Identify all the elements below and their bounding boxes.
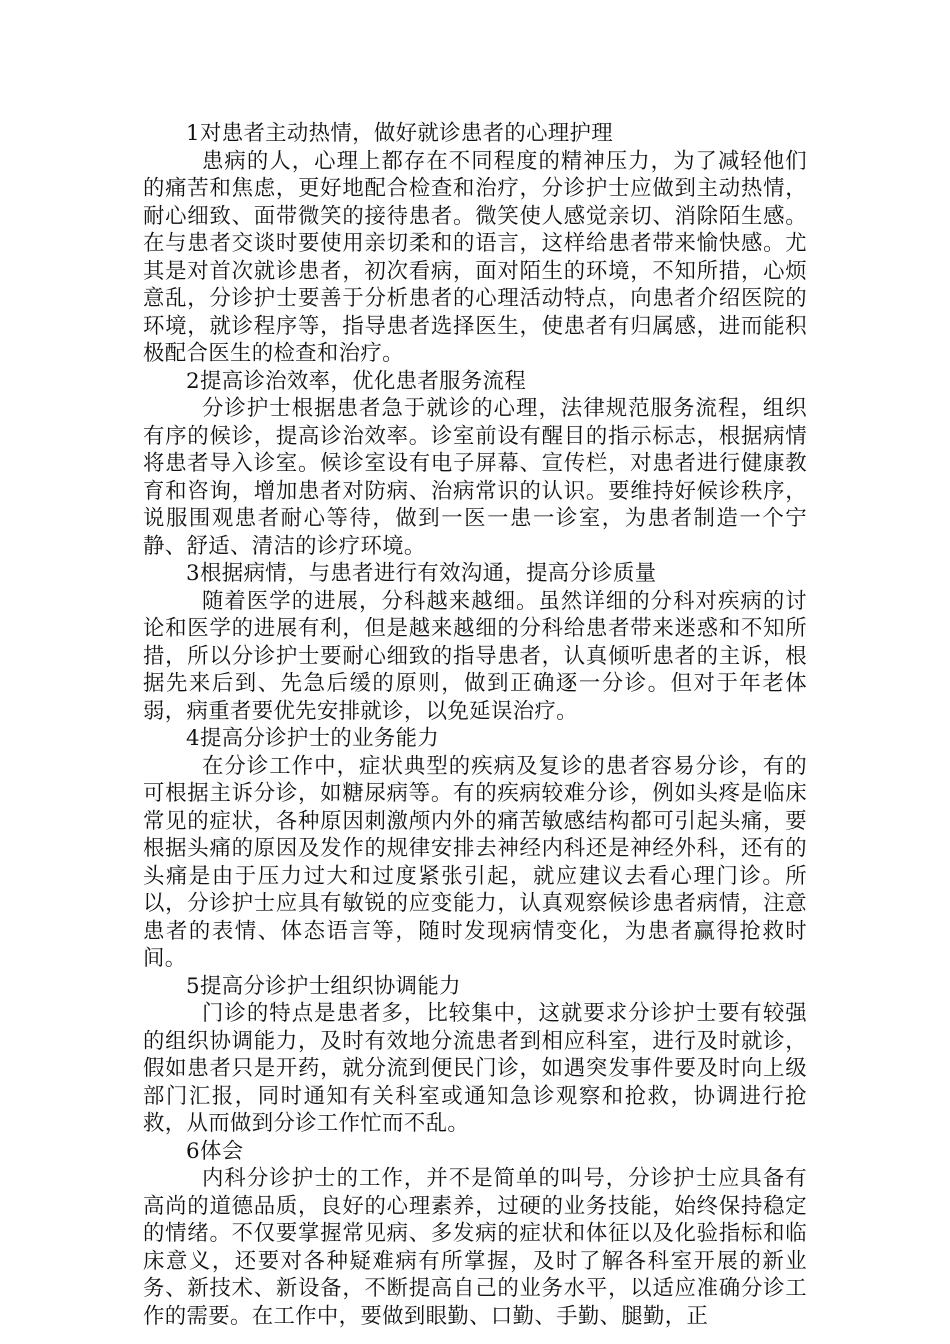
section-paragraph-1: 患病的人，心理上都存在不同程度的精神压力，为了减轻他们的痛苦和焦虑，更好地配合检查和治疗，分诊护士应做到主动热情，耐心细致、面带微笑的接待患者。微笑使人感觉亲切、消除陌生感。在与患者交谈时要使用亲切柔和的语言，这样给患者带来愉快感。尤其是对首次就诊患者，初次看病，面对陌生的环境，不知所措，心烦意乱，分诊护士要善于分析患者的心理活动特点，向患者介绍医院的环境，就诊程序等，指导患者选择医生，使患者有归属感，进而能积极配合医生的检查和治疗。 [143,148,807,366]
section-heading-6: 6体会 [186,1138,244,1164]
document-body [143,120,807,1330]
section-paragraph-3: 随着医学的进展，分科越来越细。虽然详细的分科对疾病的讨论和医学的进展有利，但是越来越细的分科给患者带来迷惑和不知所措，所以分诊护士要耐心细致的指导患者，认真倾听患者的主诉，根据先来后到、先急后缓的原则，做到正确逐一分诊。但对于年老体弱，病重者要优先安排就诊，以免延误治疗。 [143,588,807,724]
section-heading-3: 3根据病情，与患者进行有效沟通，提高分诊质量 [186,561,657,586]
section-heading-5: 5提高分诊护士组织协调能力 [186,973,461,999]
section-paragraph-4: 在分诊工作中，症状典型的疾病及复诊的患者容易分诊，有的可根据主诉分诊，如糖尿病等。有的疾病较难分诊，例如头疼是临床常见的症状，各种原因刺激颅内外的痛苦敏感结构都可引起头痛，要根据头痛的原因及发作的规律安排去神经内科还是神经外科，还有的头痛是由于压力过大和过度紧张引起，就应建议去看心理门诊。所以，分诊护士应具有敏锐的应变能力，认真观察候诊患者病情，注意患者的表情、体态语言等，随时发现病情变化，为患者赢得抢救时间。 [143,753,807,971]
section-paragraph-6: 内科分诊护士的工作，并不是简单的叫号，分诊护士应具备有高尚的道德品质，良好的心理素养，过硬的业务技能，始终保持稳定的情绪。不仅要掌握常见病、多发病的症状和体征以及化验指标和临床意义，还要对各种疑难病有所掌握，及时了解各科室开展的新业务、新技术、新设备，不断提高自己的业务水平，以适应准确分诊工作的需要。在工作中，要做到眼勤、口勤、手勤、腿勤，正 [143,1166,807,1329]
section-heading-2: 2提高诊治效率，优化患者服务流程 [186,368,527,394]
section-paragraph-2: 分诊护士根据患者急于就诊的心理，法律规范服务流程，组织有序的候诊，提高诊治效率。诊室前设有醒目的指示标志，根据病情将患者导入诊室。候诊室设有电子屏幕、宣传栏，对患者进行健康教育和咨询，增加患者对防病、治病常识的认识。要维持好候诊秩序，说服围观患者耐心等待，做到一医一患一诊室，为患者制造一个宁静、舒适、清洁的诊疗环境。 [143,396,807,559]
section-heading-4: 4提高分诊护士的业务能力 [186,726,440,751]
section-heading-1: 1对患者主动热情，做好就诊患者的心理护理 [186,121,614,146]
section-paragraph-5: 门诊的特点是患者多，比较集中，这就要求分诊护士要有较强的组织协调能力，及时有效地分流患者到相应科室，进行及时就诊，假如患者只是开药，就分流到便民门诊，如遇突发事件要及时向上级部门汇报，同时通知有关科室或通知急诊观察和抢救，协调进行抢救，从而做到分诊工作忙而不乱。 [143,1001,807,1136]
